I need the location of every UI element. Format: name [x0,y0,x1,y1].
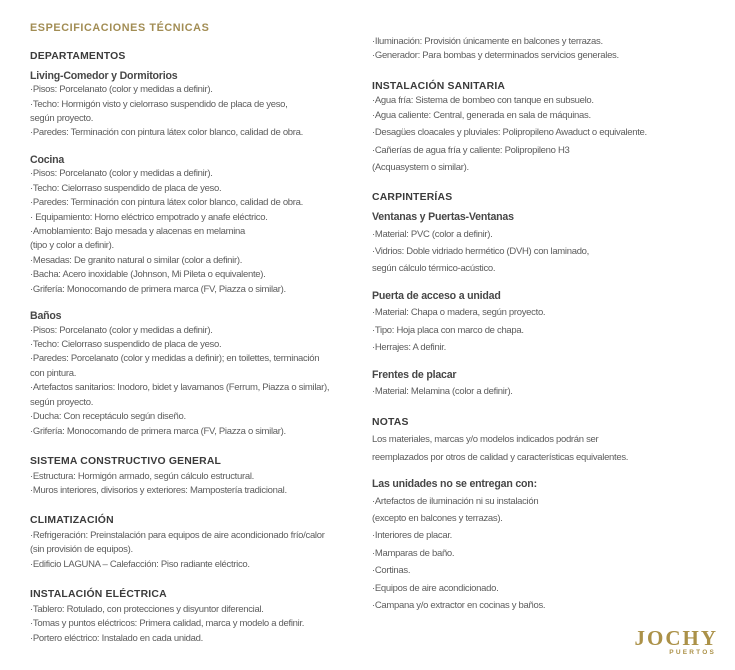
spec-line: ·Equipos de aire acondicionado. [372,582,499,594]
spec-line: (tipo y color a definir). [30,240,114,252]
spec-line: ·Agua fría: Sistema de bombeo con tanque en subsuelo. [372,95,594,107]
spec-line: según proyecto. [30,396,94,408]
spec-line: ·Pisos: Porcelanato (color y medidas a definir). [30,84,213,96]
spec-line: ·Bacha: Acero inoxidable (Johnson, Mi Pileta o equivalente). [30,269,266,281]
spec-line: Los materiales, marcas y/o modelos indicados podrán ser [372,434,599,446]
subsection-heading: Puerta de acceso a unidad [372,289,501,302]
spec-line: ·Paredes: Terminación con pintura látex color blanco, calidad de obra. [30,127,303,139]
spec-line: ·Grifería: Monocomando de primera marca (FV, Piazza o similar). [30,425,286,437]
spec-line: ·Tablero: Rotulado, con protecciones y disyuntor diferencial. [30,603,264,615]
subsection-heading: Las unidades no se entregan con: [372,478,537,491]
spec-line: ·Cortinas. [372,565,411,577]
spec-line: ·Portero eléctrico: Instalado en cada unidad. [30,632,203,644]
jochy-logo [635,627,719,657]
spec-line: (excepto en balcones y terrazas). [372,513,503,525]
spec-line: ·Campana y/o extractor en cocinas y baños. [372,600,546,612]
spec-line: · Equipamiento: Horno eléctrico empotrado y anafe eléctrico. [30,211,268,223]
spec-line: ·Iluminación: Provisión únicamente en balcones y terrazas. [372,36,603,47]
section-heading: INSTALACIÓN ELÉCTRICA [30,589,167,601]
spec-line: ·Cañerías de agua fría y caliente: Polipropileno H3 [372,144,570,156]
spec-line: ·Generador: Para bombas y determinados servicios generales. [372,50,619,62]
page-title: ESPECIFICACIONES TÉCNICAS [30,22,210,34]
spec-line: ·Pisos: Porcelanato (color y medidas a definir). [30,168,213,180]
subsection-heading: Ventanas y Puertas-Ventanas [372,211,514,224]
spec-line: ·Estructura: Hormigón armado, según cálculo estructural. [30,470,254,482]
subsection-heading: Living-Comedor y Dormitorios [30,69,178,82]
spec-line: ·Pisos: Porcelanato (color y medidas a definir). [30,324,213,336]
spec-line: ·Grifería: Monocomando de primera marca (FV, Piazza o similar). [30,283,286,295]
spec-line: ·Techo: Hormigón visto y cielorraso suspendido de placa de yeso, [30,98,288,110]
spec-line: ·Edificio LAGUNA – Calefacción: Piso radiante eléctrico. [30,558,250,570]
spec-line: ·Agua caliente: Central, generada en sala de máquinas. [372,109,591,121]
spec-line: ·Desagües cloacales y pluviales: Polipropileno Awaduct o equivalente. [372,127,647,139]
section-heading: CARPINTERÍAS [372,192,453,204]
spec-line: ·Material: PVC (color a definir). [372,228,493,240]
logo-wordmark: JOCHY [634,626,718,650]
spec-line: según proyecto. [30,113,94,124]
spec-line: ·Vidrios: Doble vidriado hermético (DVH) con laminado, [372,246,590,258]
spec-line: (Acquasystem o similar). [372,162,469,174]
spec-line: ·Interiores de placar. [372,530,452,542]
spec-line: ·Techo: Cielorraso suspendido de placa de yeso. [30,182,222,194]
spec-line: ·Paredes: Porcelanato (color y medidas a definir); en toilettes, terminación [30,353,320,365]
subsection-heading: Cocina [30,153,65,166]
right-column [372,35,724,614]
subsection-heading: Baños [30,310,62,323]
spec-line: ·Material: Chapa o madera, según proyecto. [372,307,546,319]
spec-line: ·Ducha: Con receptáculo según diseño. [30,411,186,423]
spec-line: ·Herrajes: A definir. [372,342,446,354]
spec-line: ·Material: Melamina (color a definir). [372,386,513,398]
section-heading: DEPARTAMENTOS [30,51,126,62]
spec-line: ·Mamparas de baño. [372,547,455,559]
spec-line: ·Artefactos de iluminación ni su instalación [372,495,539,507]
section-heading: INSTALACIÓN SANITARIA [372,80,506,92]
left-column [30,50,372,646]
spec-line: ·Refrigeración: Preinstalación para equipos de aire acondicionado frío/calor [30,529,325,541]
spec-line: ·Amoblamiento: Bajo mesada y alacenas en melamina [30,226,246,238]
spec-line: ·Tipo: Hoja placa con marco de chapa. [372,324,524,336]
spec-line: reemplazados por otros de calidad y características equivalentes. [372,451,629,463]
spec-line: ·Muros interiores, divisorios y exteriores: Mampostería tradicional. [30,484,287,496]
spec-line: ·Mesadas: De granito natural o similar (color a definir). [30,254,243,266]
spec-line: según cálculo térmico-acústico. [372,263,496,275]
section-heading: NOTAS [372,416,409,428]
spec-line: (sin provisión de equipos). [30,544,133,556]
section-heading: CLIMATIZACIÓN [30,515,114,527]
section-heading: SISTEMA CONSTRUCTIVO GENERAL [30,455,222,467]
logo-tagline: PUERTOS [669,649,716,656]
spec-line: ·Techo: Cielorraso suspendido de placa de yeso. [30,339,222,351]
spec-line: con pintura. [30,367,77,379]
spec-line: ·Paredes: Terminación con pintura látex color blanco, calidad de obra. [30,197,303,209]
subsection-heading: Frentes de placar [372,368,457,381]
spec-line: ·Artefactos sanitarios: Inodoro, bidet y lavamanos (Ferrum, Piazza o similar), [30,382,330,394]
spec-line: ·Tomas y puntos eléctricos: Primera calidad, marca y modelo a definir. [30,618,305,630]
